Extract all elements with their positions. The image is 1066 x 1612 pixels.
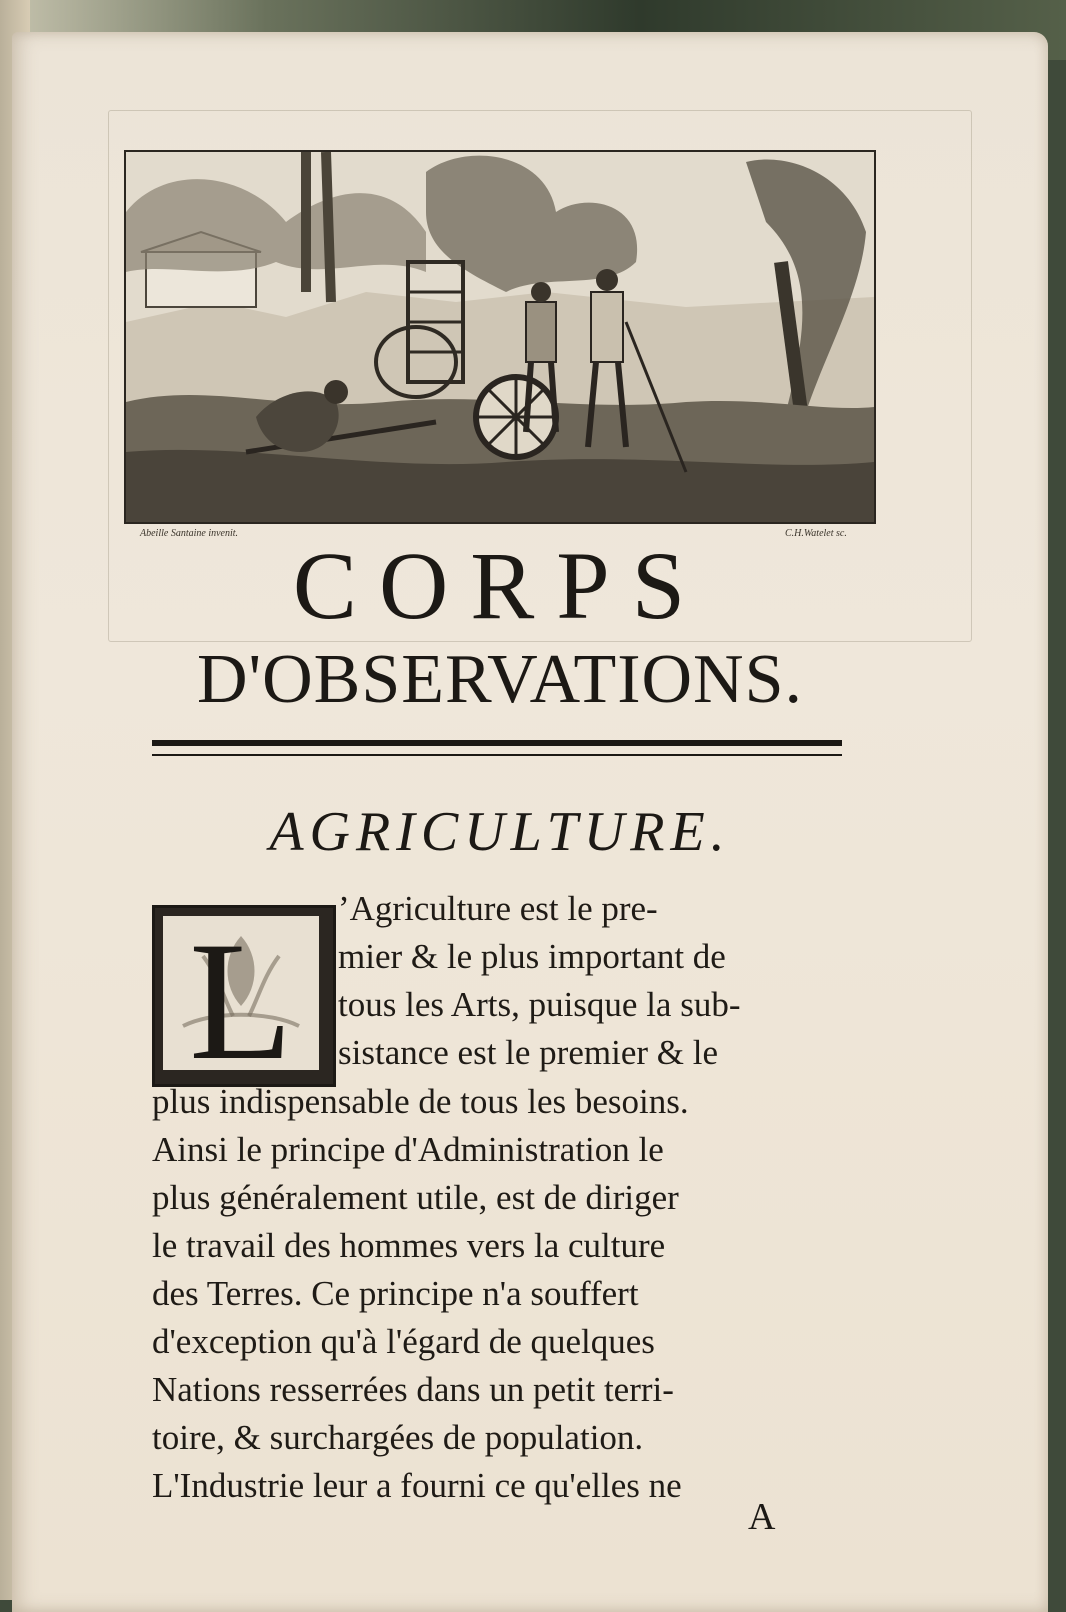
text-line: d'exception qu'à l'égard de quelques <box>152 1322 655 1361</box>
engraved-vignette <box>124 150 876 524</box>
vignette-credit-left: Abeille Santaine invenit. <box>140 528 239 539</box>
text-line: L'Industrie leur a fourni ce qu'elles ne <box>152 1466 682 1505</box>
dropcap-field <box>163 907 319 1095</box>
signature-mark: A <box>748 1496 776 1538</box>
text-line: mier & le plus important de <box>338 937 726 976</box>
text-line: toire, & surchargées de population. <box>152 1418 644 1457</box>
paragraph-body <box>152 1078 878 1510</box>
text-line: plus généralement utile, est de diriger <box>152 1178 679 1217</box>
text-line: le travail des hommes vers la culture <box>152 1226 666 1265</box>
dropcap-letter: L <box>189 907 293 1095</box>
text-line: sistance est le premier & le <box>338 1033 718 1072</box>
text-line: Ainsi le principe d'Administration le <box>152 1130 664 1169</box>
paragraph-beside-dropcap <box>338 885 858 1077</box>
title-line-2: D'OBSERVATIONS. <box>196 641 804 718</box>
vignette-credit-right: C.H.Watelet sc. <box>785 528 847 539</box>
section-heading: AGRICULTURE. <box>269 801 731 863</box>
thin-rule <box>152 754 842 756</box>
title-line-1: CORPS <box>292 532 708 639</box>
thick-rule <box>152 740 842 746</box>
text-line: ’Agriculture est le pre- <box>338 889 658 928</box>
ornamental-dropcap <box>152 905 336 1095</box>
text-line: Nations resserrées dans un petit terri- <box>152 1370 674 1409</box>
text-line: plus indispensable de tous les besoins. <box>152 1082 689 1121</box>
text-line: des Terres. Ce principe n'a souffert <box>152 1274 639 1313</box>
text-line: tous les Arts, puisque la sub- <box>338 985 741 1024</box>
